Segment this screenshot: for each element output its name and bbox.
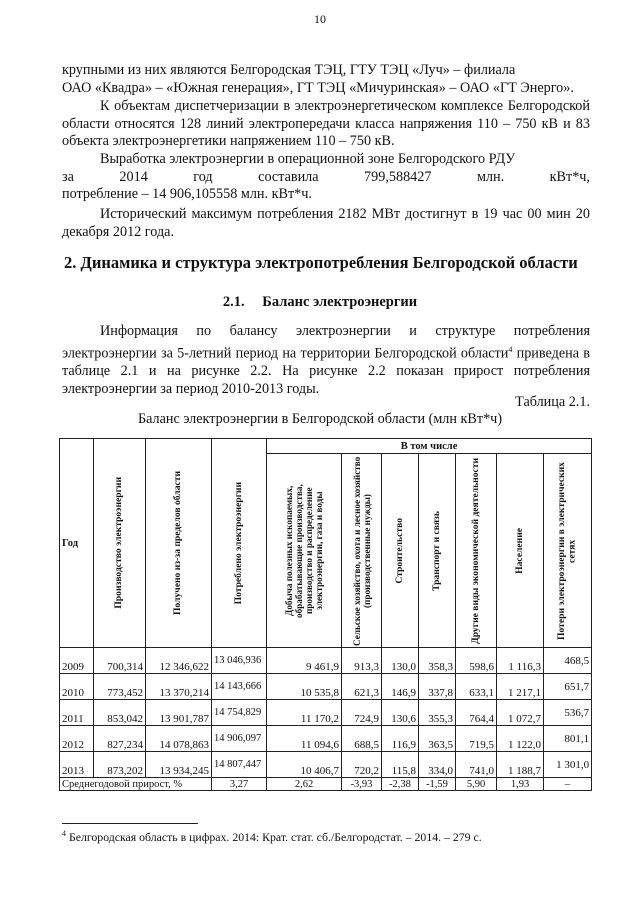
header-other — [456, 454, 497, 648]
cell-production: 873,202 — [94, 752, 146, 778]
cell-consumed: 14 906,097 — [212, 726, 267, 752]
cell-production: 700,314 — [94, 648, 146, 674]
paragraph-intro — [62, 323, 590, 398]
table-row — [60, 648, 592, 674]
table-growth-row — [60, 778, 592, 791]
cell-other: 741,0 — [456, 752, 497, 778]
cell-transport: 334,0 — [419, 752, 456, 778]
cell-received: 13 370,214 — [146, 674, 212, 700]
cell-agriculture: 913,3 — [342, 648, 382, 674]
header-construction-label: Строительство — [393, 517, 405, 584]
header-production — [94, 439, 146, 648]
cell-losses: 801,1 — [544, 726, 592, 752]
word: 2014 — [119, 168, 148, 185]
paragraph-1-line-1: крупными из них являются Белгородская ТЭЦ, ГТУ ТЭЦ «Луч» – филиала — [62, 62, 516, 78]
word: кВт*ч, — [549, 168, 590, 185]
subsection-number: 2.1. — [222, 294, 245, 310]
table-row — [60, 726, 592, 752]
cell-year: 2011 — [60, 700, 94, 726]
cell-received: 12 346,622 — [146, 648, 212, 674]
header-population — [497, 454, 544, 648]
header-losses-label: Потери электроэнергии в электрических сетях — [555, 461, 578, 640]
cell-received: 14 078,863 — [146, 726, 212, 752]
cell-construction: 130,6 — [382, 700, 419, 726]
cell-received: 13 934,245 — [146, 752, 212, 778]
cell-construction: 115,8 — [382, 752, 419, 778]
cell-population: 1 217,1 — [497, 674, 544, 700]
cell-other: 764,4 — [456, 700, 497, 726]
header-transport — [419, 454, 456, 648]
header-group-including: В том числе — [267, 439, 592, 454]
growth-consumed: 3,27 — [212, 778, 267, 791]
cell-construction: 116,9 — [382, 726, 419, 752]
header-consumed — [212, 439, 267, 648]
cell-mining: 11 094,6 — [267, 726, 342, 752]
header-population-label: Население — [513, 527, 525, 574]
header-transport-label: Транспорт и связь — [430, 510, 442, 591]
growth-agriculture: -3,93 — [342, 778, 382, 791]
header-received-label: Получено из-за пределов области — [172, 471, 184, 615]
footnote-number: 4 — [62, 829, 66, 838]
cell-construction: 146,9 — [382, 674, 419, 700]
header-agriculture — [342, 454, 382, 648]
paragraph-generation-line-1: Выработка электроэнергии в операционной зоне Белгородского РДУ — [100, 151, 516, 167]
header-losses — [544, 454, 592, 648]
cell-losses: 651,7 — [544, 674, 592, 700]
cell-transport: 337,8 — [419, 674, 456, 700]
cell-year: 2012 — [60, 726, 94, 752]
cell-transport: 363,5 — [419, 726, 456, 752]
header-mining-label: Добыча полезных ископаемых, обрабатывающие производства, производство и распределение электроэнергии, газа и воды — [284, 483, 324, 618]
footnote-marker[interactable]: 4 — [508, 344, 513, 354]
footnote-text: Белгородская область в цифрах. 2014: Крат. стат. сб./Белгородстат. – 2014. – 279 с. — [66, 829, 482, 844]
table-caption: Баланс электроэнергии в Белгородской области (млн кВт*ч) — [137, 411, 503, 427]
paragraph-generation-line-2 — [62, 169, 590, 187]
cell-other: 598,6 — [456, 648, 497, 674]
table-label: Таблица 2.1. — [515, 394, 590, 410]
cell-other: 719,5 — [456, 726, 497, 752]
cell-transport: 358,3 — [419, 648, 456, 674]
footnote-divider — [62, 823, 198, 824]
cell-population: 1 116,3 — [497, 648, 544, 674]
cell-agriculture: 688,5 — [342, 726, 382, 752]
cell-agriculture: 720,2 — [342, 752, 382, 778]
word: млн. — [476, 168, 505, 185]
header-construction — [382, 454, 419, 648]
table-row — [60, 674, 592, 700]
cell-mining: 11 170,2 — [267, 700, 342, 726]
cell-production: 773,452 — [94, 674, 146, 700]
growth-construction: -2,38 — [382, 778, 419, 791]
cell-mining: 10 535,8 — [267, 674, 342, 700]
cell-year: 2010 — [60, 674, 94, 700]
header-production-label: Производство электроэнергии — [113, 477, 125, 609]
table-row — [60, 752, 592, 778]
cell-production: 827,234 — [94, 726, 146, 752]
cell-mining: 10 406,7 — [267, 752, 342, 778]
subsection-heading — [0, 294, 640, 311]
header-other-label: Другие виды экономической деятельности — [469, 457, 481, 644]
subsection-title: Баланс электроэнергии — [262, 294, 418, 310]
cell-mining: 9 461,9 — [267, 648, 342, 674]
balance-table — [59, 438, 592, 791]
paragraph-generation — [62, 151, 590, 204]
cell-other: 633,1 — [456, 674, 497, 700]
cell-transport: 355,3 — [419, 700, 456, 726]
cell-year: 2013 — [60, 752, 94, 778]
header-year: Год — [60, 439, 94, 648]
word: 799,588427 — [364, 168, 432, 185]
cell-population: 1 122,0 — [497, 726, 544, 752]
paragraph-generation-line-3: потребление – 14 906,105558 млн. кВт*ч. — [62, 186, 312, 203]
word: составила — [258, 168, 319, 185]
cell-agriculture: 724,9 — [342, 700, 382, 726]
intro-text: Информация по балансу электроэнергии и структуре потребления электроэнергии за 5-летний период на территории Белгородской области — [62, 323, 590, 362]
growth-population: 1,93 — [497, 778, 544, 791]
growth-losses: – — [544, 778, 592, 791]
intro-text-continued: приведена в таблице 2.1 и на рисунке 2.2. На рисунке 2.2 показан прирост потребления электроэнергии за период 2010-2013 годы. — [62, 345, 590, 397]
header-received — [146, 439, 212, 648]
cell-construction: 130,0 — [382, 648, 419, 674]
table-row — [60, 700, 592, 726]
cell-population: 1 188,7 — [497, 752, 544, 778]
footnote — [62, 829, 482, 845]
header-agriculture-label: Сельское хозяйство, охота и лесное хозяйство (производственные нужды) — [351, 455, 372, 646]
table-header-row — [60, 439, 592, 454]
cell-agriculture: 621,3 — [342, 674, 382, 700]
cell-consumed: 14 807,447 — [212, 752, 267, 778]
paragraph-1 — [62, 62, 590, 97]
paragraph-dispatch-objects: К объектам диспетчеризации в электроэнергетическом комплексе Белгородской области относятся 128 линий электропередачи класса напряжения 110 – 750 кВ и 83 объекта электроэнергетики напряжением 110 – 750 кВ. — [62, 98, 590, 150]
growth-label: Среднегодовой прирост, % — [60, 778, 212, 791]
growth-mining: 2,62 — [267, 778, 342, 791]
header-consumed-label: Потреблено электроэнергии — [232, 481, 244, 605]
cell-consumed: 14 754,829 — [212, 700, 267, 726]
cell-population: 1 072,7 — [497, 700, 544, 726]
word: за — [62, 168, 74, 185]
growth-transport: -1,59 — [419, 778, 456, 791]
page-number: 10 — [314, 12, 326, 26]
cell-losses: 1 301,0 — [544, 752, 592, 778]
header-mining — [267, 454, 342, 648]
cell-consumed: 13 046,936 — [212, 648, 267, 674]
cell-losses: 536,7 — [544, 700, 592, 726]
paragraph-1-line-2: ОАО «Квадра» – «Южная генерация», ГТ ТЭЦ «Мичуринская» – ОАО «ГТ Энерго». — [62, 79, 574, 96]
cell-received: 13 901,787 — [146, 700, 212, 726]
cell-consumed: 14 143,666 — [212, 674, 267, 700]
cell-year: 2009 — [60, 648, 94, 674]
paragraph-historic-maximum: Исторический максимум потребления 2182 МВт достигнут в 19 час 00 мин 20 декабря 2012 года. — [62, 206, 590, 240]
cell-production: 853,042 — [94, 700, 146, 726]
cell-losses: 468,5 — [544, 648, 592, 674]
section-heading: 2. Динамика и структура электропотребления Белгородской области — [64, 253, 578, 272]
growth-other: 5,90 — [456, 778, 497, 791]
word: год — [193, 168, 213, 185]
